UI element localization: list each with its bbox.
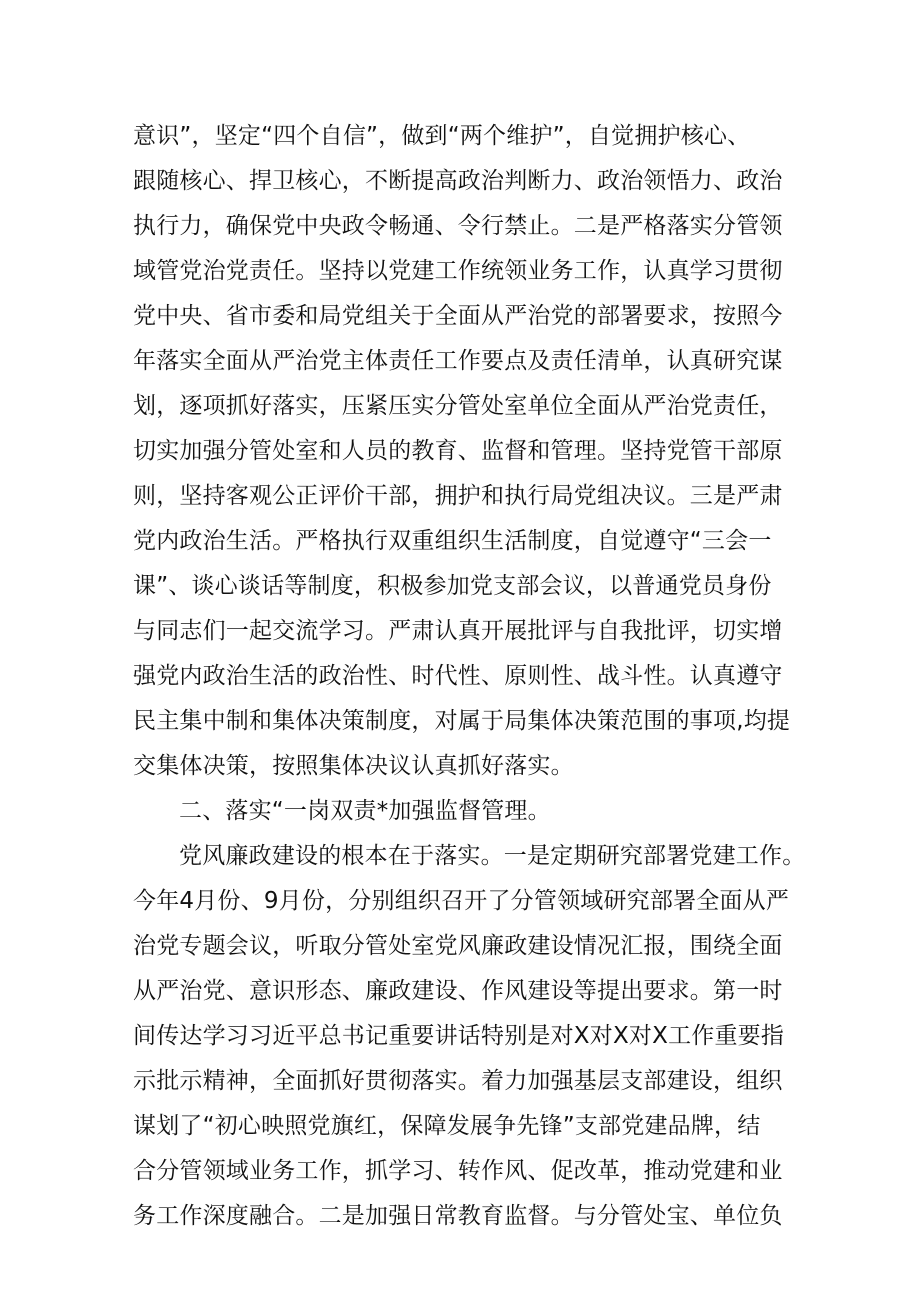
text-line: 间传达学习习近平总书记重要讲话特别是对X对X对X工作重要指 [133,1023,785,1049]
text-line: 谋划了“初心映照党旗红，保障发展争先锋”支部党建品牌，结 [133,1113,761,1139]
text-line: 民主集中制和集体决策制度，对属于局集体决策范围的事项,均提 [133,708,791,734]
text-line: 与同志们一起交流学习。严肃认真开展批评与自我批评，切实增 [133,618,783,644]
text-line: 党内政治生活。严格执行双重组织生活制度，自觉遵守“三会一 [133,528,772,554]
text-line: 今年4月份、9月份，分别组织召开了分管领域研究部署全面从严 [133,888,790,914]
text-line: 课”、谈心谈话等制度，积极参加党支部会议，以普通党员身份 [133,573,772,599]
section-heading: 二、落实“一岗双责*加强监督管理。 [179,798,551,824]
text-line: 意识”，坚定“四个自信”，做到“两个维护”，自觉拥护核心、 [133,123,751,149]
text-line: 则，坚持客观公正评价干部，拥护和执行局党组决议。三是严肃 [133,483,783,509]
text-line: 年落实全面从严治党主体责任工作要点及责任清单，认真研究谋 [133,348,783,374]
document-body [133,114,806,1239]
text-line: 示批示精神，全面抓好贯彻落实。着力加强基层支部建设，组织 [133,1068,783,1094]
text-line: 从严治党、意识形态、廉政建设、作风建设等提出要求。第一时 [133,978,783,1004]
text-line: 交集体决策，按照集体决议认真抓好落实。 [133,753,574,779]
text-line: 切实加强分管处室和人员的教育、监督和管理。坚持党管干部原 [133,438,783,464]
text-line: 党风廉政建设的根本在于落实。一是定期研究部署党建工作。 [179,843,806,869]
text-line: 务工作深度融合。二是加强日常教育监督。与分管处宝、单位负 [133,1203,783,1229]
text-line: 治党专题会议，听取分管处室党风廉政建设情况汇报，围绕全面 [133,933,783,959]
text-line: 强党内政治生活的政治性、时代性、原则性、战斗性。认真遵守 [133,663,783,689]
text-line: 域管党治党责任。坚持以党建工作统领业务工作，认真学习贯彻 [133,258,783,284]
text-line: 执行力，确保党中央政令畅通、令行禁止。二是严格落实分管领 [133,213,783,239]
text-line: 党中央、省市委和局党组关于全面从严治党的部署要求，按照今 [133,303,783,329]
text-line: 合分管领域业务工作，抓学习、转作风、促改革，推动党建和业 [133,1158,783,1184]
text-line: 跟随核心、捍卫核心，不断提高政治判断力、政治领悟力、政治 [133,168,783,194]
text-line: 划，逐项抓好落实，压紧压实分管处室单位全面从严治党责任， [133,393,783,419]
